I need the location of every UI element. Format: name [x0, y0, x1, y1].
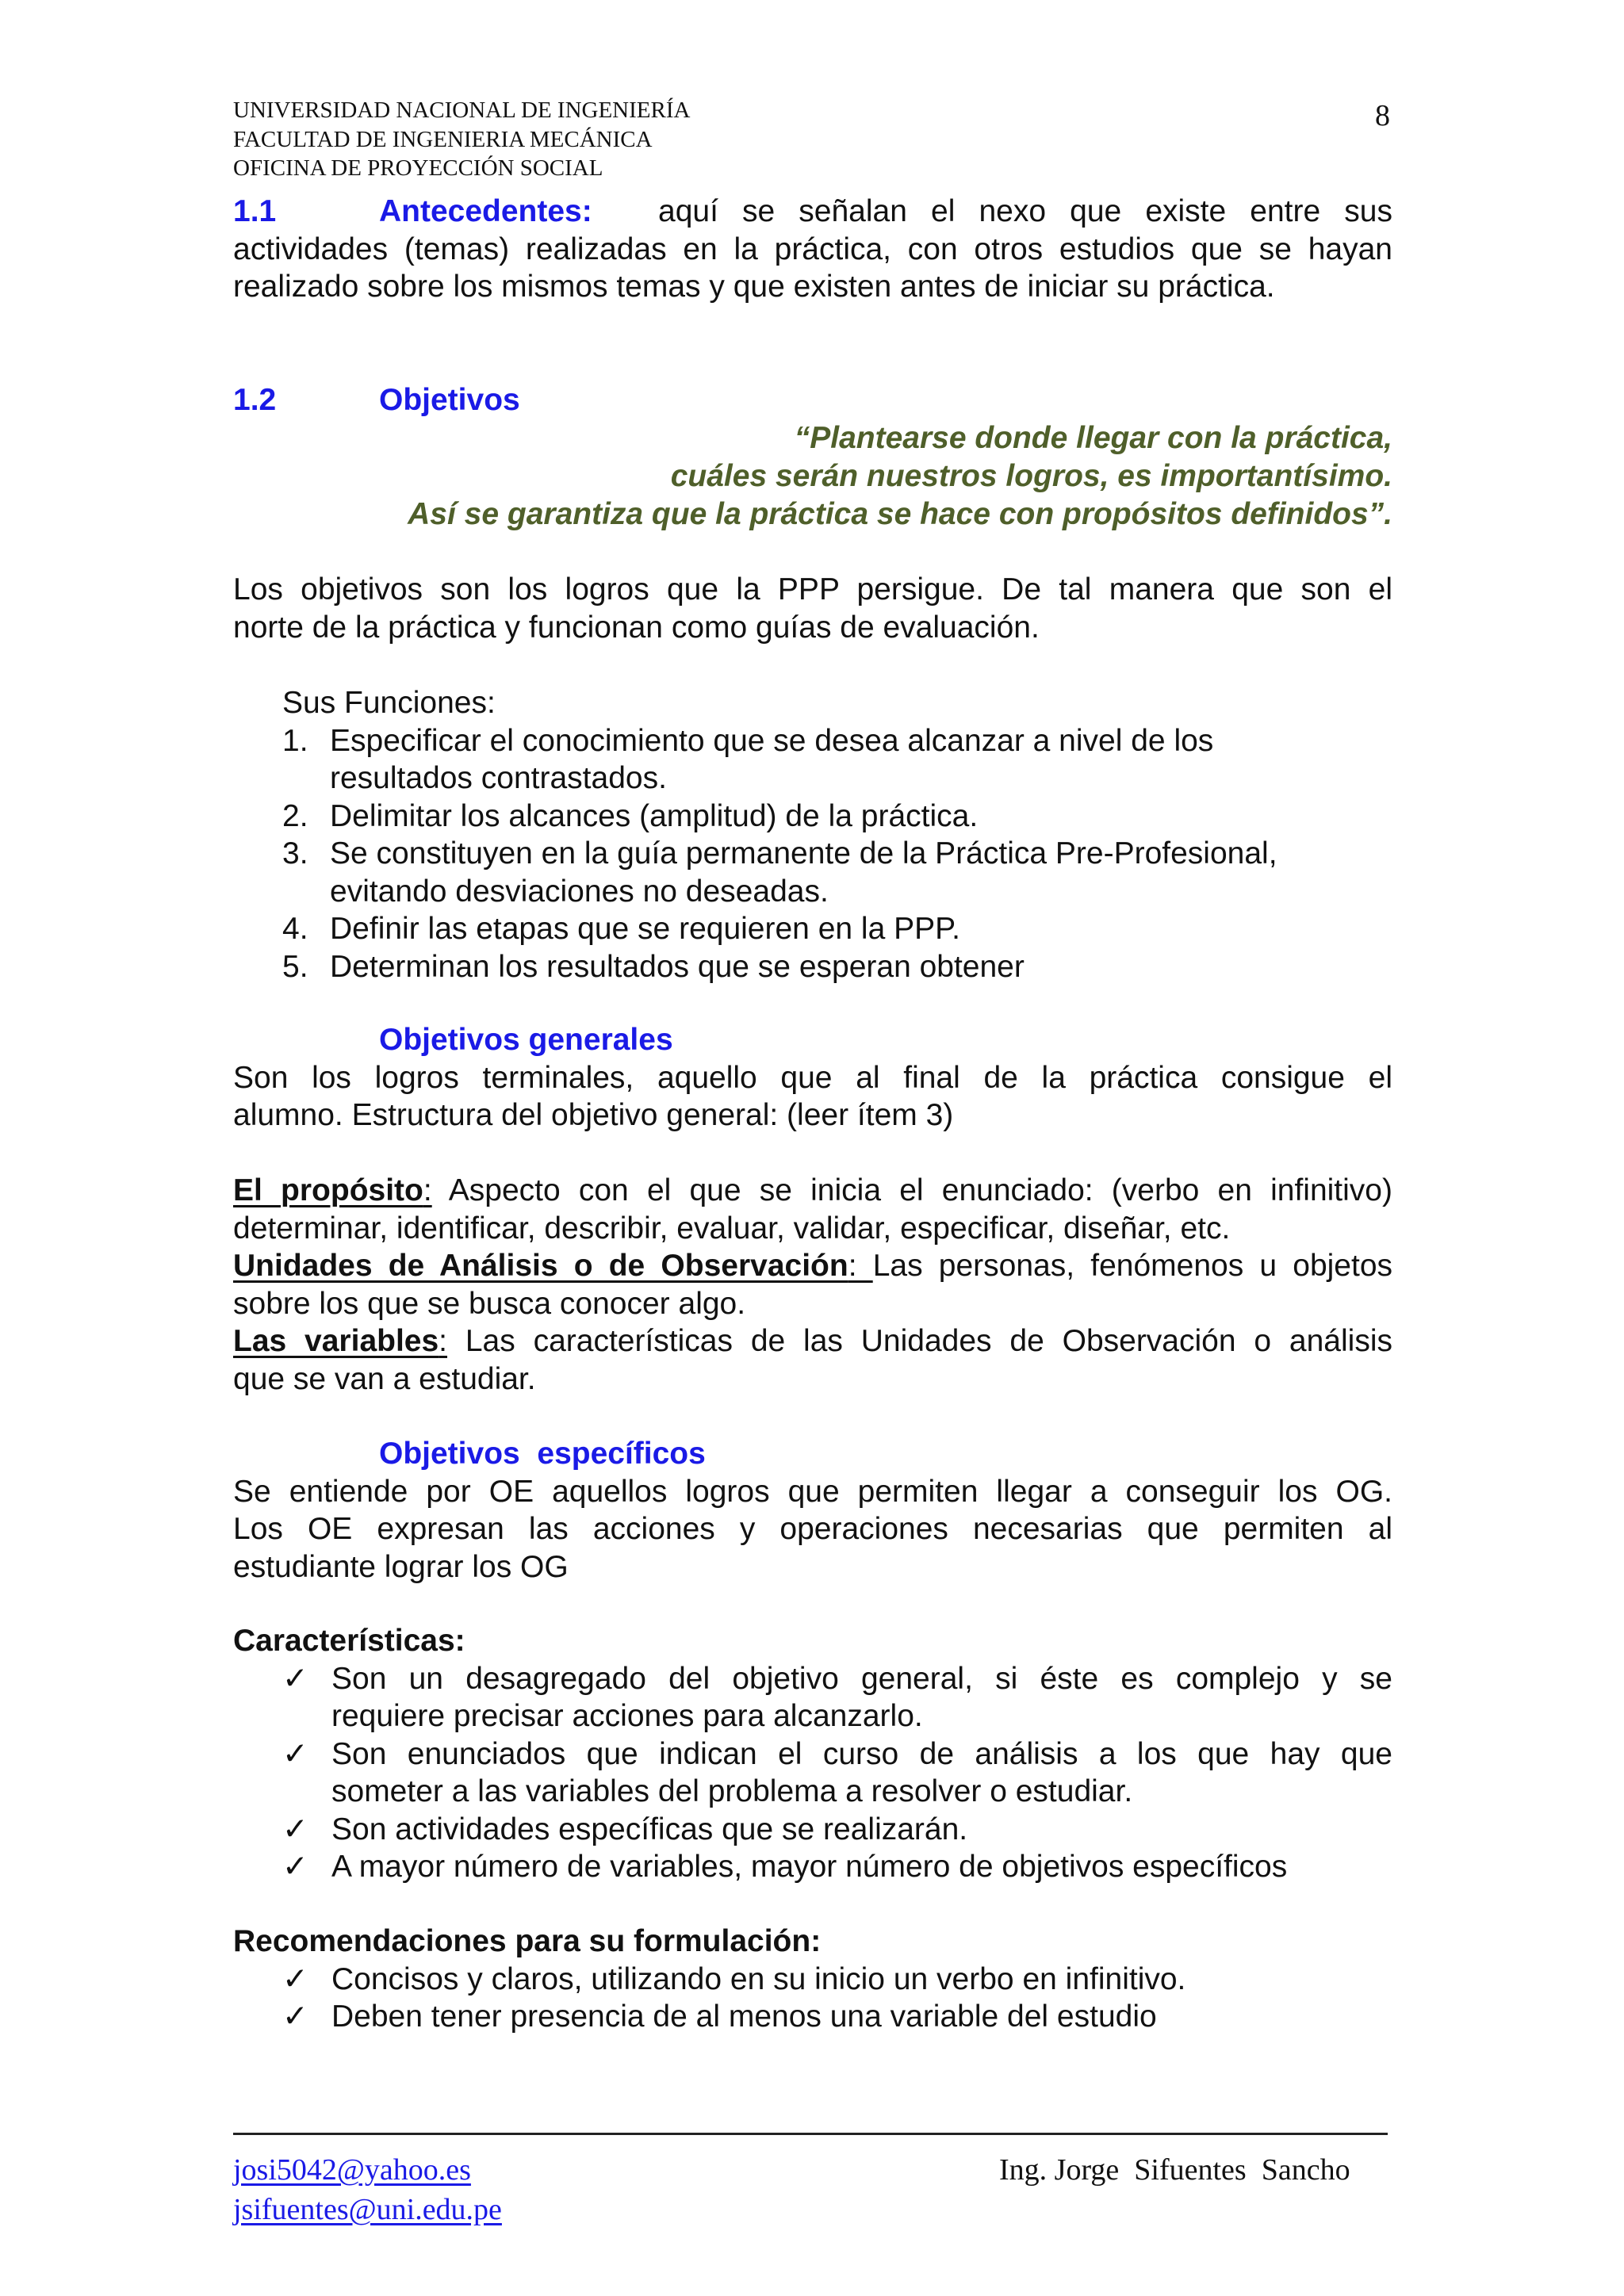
funciones-list [282, 684, 1392, 985]
paragraph-line: actividades (temas) realizadas en la práctica, con otros estudios que se hayan [233, 232, 1392, 266]
paragraph-line: determinar, identificar, describir, evaluar, validar, especificar, diseñar, etc. [233, 1211, 1231, 1246]
check-mark-icon: ✓ [282, 1999, 308, 2034]
paragraph-line: Se entiende por OE aquellos logros que permiten llegar a conseguir los OG. [233, 1474, 1392, 1509]
footer-emails [233, 2150, 502, 2229]
quote-line: cuáles serán nuestros logros, es importantísimo. [670, 459, 1392, 493]
list-item [282, 948, 1392, 986]
list-item [282, 722, 1392, 798]
unidades-line: Unidades de Análisis o de Observación: Las personas, fenómenos u objetos [233, 1249, 1393, 1283]
list-item-text: Son un desagregado del objetivo general, si éste es complejo y se [331, 1661, 1392, 1696]
caracteristicas-heading [233, 1622, 1392, 1660]
list-item-text: A mayor número de variables, mayor número de objetivos específicos [331, 1850, 1288, 1884]
list-item-text: requiere precisar acciones para alcanzarlo. [331, 1699, 923, 1733]
objetivos-paragraph [233, 571, 1392, 646]
term-text: Las personas, fenómenos u objetos [872, 1249, 1393, 1283]
email-link[interactable]: josi5042@yahoo.es [233, 2153, 471, 2187]
list-item-text: resultados contrastados. [330, 761, 667, 795]
paragraph-line: estudiante lograr los OG [233, 1549, 569, 1584]
footer-divider [233, 2133, 1388, 2135]
list-number: 2. [282, 798, 308, 833]
list-item-text: Son actividades específicas que se realizarán. [331, 1812, 968, 1846]
list-number: 4. [282, 912, 308, 946]
recomendaciones-title: Recomendaciones para su formulación: [233, 1924, 822, 1958]
header-faculty: FACULTAD DE INGENIERIA MECÁNICA [233, 127, 653, 152]
term-text: Aspecto con el que se inicia el enunciado: (verbo en infinitivo) [431, 1173, 1392, 1207]
list-item-text: Se constituyen en la guía permanente de la Práctica Pre-Profesional, [330, 836, 1277, 871]
term-label: Las variables [233, 1324, 439, 1358]
paragraph-line: que se van a estudiar. [233, 1361, 536, 1396]
term-text: Las características de las Unidades de Observación o análisis [447, 1324, 1392, 1358]
variables-line: Las variables: Las características de las Unidades de Observación o análisis [233, 1324, 1392, 1358]
list-item [282, 1961, 1392, 1999]
list-number: 3. [282, 836, 308, 871]
subsection-title: Objetivos específicos [379, 1437, 706, 1471]
list-item-text: Son enunciados que indican el curso de análisis a los que hay que [331, 1736, 1392, 1771]
list-item-text: someter a las variables del problema a resolver o estudiar. [331, 1774, 1133, 1808]
list-item [282, 910, 1392, 948]
list-item-text: Determinan los resultados que se esperan obtener [330, 949, 1025, 984]
paragraph-line: sobre los que se busca conocer algo. [233, 1286, 746, 1321]
list-item-text: Especificar el conocimiento que se desea alcanzar a nivel de los [330, 723, 1214, 758]
caracteristicas-list [282, 1660, 1392, 1886]
paragraph-line: aquí se señalan el nexo que existe entre sus [658, 194, 1392, 228]
list-item [282, 1848, 1392, 1886]
header-university: UNIVERSIDAD NACIONAL DE INGENIERÍA [233, 98, 691, 123]
recomendaciones-heading [233, 1923, 1392, 1961]
header-office: OFICINA DE PROYECCIÓN SOCIAL [233, 155, 603, 181]
check-mark-icon: ✓ [282, 1812, 308, 1846]
section-antecedentes [233, 193, 1392, 306]
proposito-line: El propósito: Aspecto con el que se inicia el enunciado: (verbo en infinitivo) [233, 1173, 1392, 1207]
list-item [282, 1998, 1392, 2036]
quote-line: Así se garantiza que la práctica se hace con propósitos definidos”. [408, 497, 1392, 531]
subsection-title: Objetivos generales [379, 1023, 673, 1057]
section-number: 1.2 [233, 383, 277, 417]
check-mark-icon: ✓ [282, 1736, 308, 1771]
section-objetivos-especificos [233, 1435, 1392, 1586]
paragraph-line: realizado sobre los mismos temas y que existen antes de iniciar su práctica. [233, 270, 1275, 304]
list-number: 1. [282, 723, 308, 758]
list-item-text: Delimitar los alcances (amplitud) de la práctica. [330, 798, 979, 833]
paragraph-line: alumno. Estructura del objetivo general: (leer ítem 3) [233, 1098, 954, 1132]
list-item [282, 798, 1392, 836]
section-objetivos [233, 381, 1392, 419]
list-number: 5. [282, 949, 308, 984]
list-item-text: Concisos y claros, utilizando en su inicio un verbo en infinitivo. [331, 1961, 1186, 1996]
list-item [282, 835, 1392, 910]
paragraph-line: Los OE expresan las acciones y operaciones necesarias que permiten al [233, 1512, 1392, 1546]
list-item-text: Definir las etapas que se requieren en la PPP. [330, 912, 960, 946]
section-objetivos-generales [233, 1021, 1392, 1398]
section-title: Antecedentes: [379, 194, 592, 228]
list-item-text: evitando desviaciones no deseadas. [330, 874, 829, 909]
list-item [282, 1660, 1392, 1735]
list-item-text: Deben tener presencia de al menos una variable del estudio [331, 1999, 1157, 2034]
list-item [282, 1811, 1392, 1849]
check-mark-icon: ✓ [282, 1850, 308, 1884]
paragraph-line: Son los logros terminales, aquello que al final de la práctica consigue el [233, 1060, 1392, 1095]
quote-line: “Plantearse donde llegar con la práctica, [794, 421, 1392, 455]
caracteristicas-title: Características: [233, 1624, 465, 1658]
funciones-title: Sus Funciones: [282, 686, 496, 720]
term-label: El propósito [233, 1173, 423, 1207]
check-mark-icon: ✓ [282, 1961, 308, 1996]
term-label: Unidades de Análisis o de Observación [233, 1249, 848, 1283]
footer-author: Ing. Jorge Sifuentes Sancho [999, 2153, 1350, 2187]
paragraph-line: norte de la práctica y funcionan como guías de evaluación. [233, 610, 1040, 645]
check-mark-icon: ✓ [282, 1661, 308, 1696]
email-link[interactable]: jsifuentes@uni.edu.pe [233, 2193, 502, 2226]
list-item [282, 1735, 1392, 1811]
section-title: Objetivos [379, 383, 520, 417]
section-number: 1.1 [233, 194, 277, 228]
recomendaciones-list [282, 1961, 1392, 2036]
paragraph-line: Los objetivos son los logros que la PPP persigue. De tal manera que son el [233, 572, 1392, 607]
page-number: 8 [1375, 99, 1390, 132]
